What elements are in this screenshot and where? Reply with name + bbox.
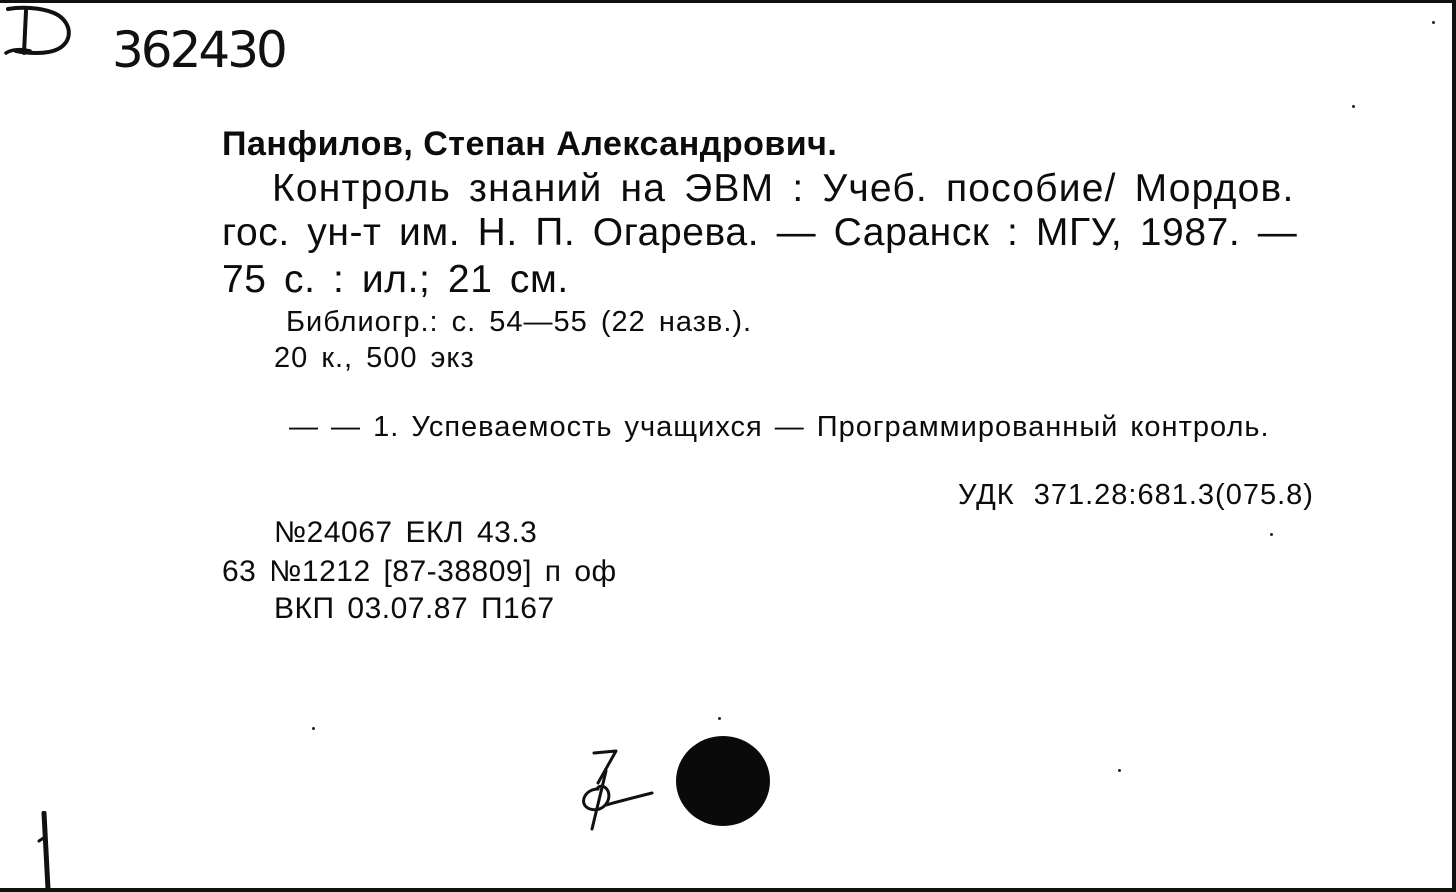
speck: [1118, 769, 1121, 772]
price-copies-note: 20 к., 500 экз: [274, 342, 475, 374]
description-line-3: 75 с. : ил.; 21 см.: [222, 258, 569, 301]
speck: [1352, 105, 1355, 108]
call-number: 362430: [112, 21, 285, 79]
description-line-2: гос. ун-т им. Н. П. Огарева. — Саранск : МГУ, 1987. —: [222, 211, 1298, 254]
subject-heading: — — 1. Успеваемость учащихся — Программированный контроль.: [289, 411, 1270, 443]
left-edge-mark: [36, 811, 56, 891]
speck: [1432, 21, 1435, 24]
handwritten-mark-icon: [568, 743, 658, 833]
registration-line-3: ВКП 03.07.87 П167: [274, 592, 555, 625]
udc-classification: УДК 371.28:681.3(075.8): [958, 479, 1314, 511]
description-line-1: Контроль знаний на ЭВМ : Учеб. пособие/ Мордов.: [272, 167, 1295, 210]
registration-line-1: №24067 ЕКЛ 43.3: [274, 516, 538, 549]
speck: [1270, 533, 1273, 536]
handwritten-d-mark: [0, 3, 80, 59]
speck: [718, 717, 721, 720]
speck: [312, 727, 315, 730]
author-heading: Панфилов, Степан Александрович.: [222, 125, 838, 163]
registration-line-2: 63 №1212 [87-38809] п оф: [222, 555, 617, 588]
bibliography-note: Библиогр.: с. 54—55 (22 назв.).: [286, 306, 753, 338]
black-dot-mark: [676, 736, 770, 826]
